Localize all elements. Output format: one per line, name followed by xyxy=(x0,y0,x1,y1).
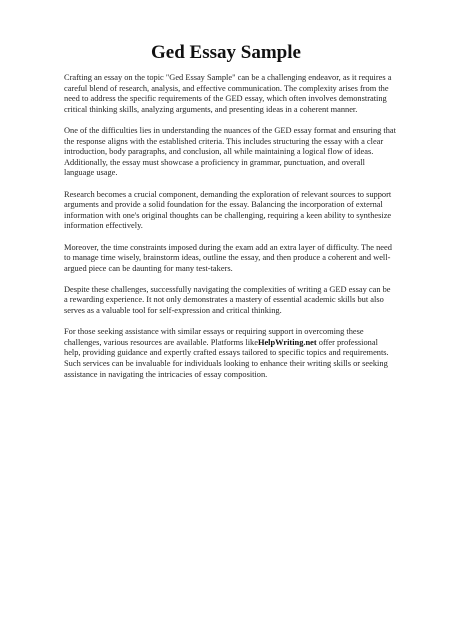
paragraph-6 xyxy=(64,327,396,380)
paragraph-5: Despite these challenges, successfully navigating the complexities of writing a GED essay can be a rewarding experience. It not only demonstrates a mastery of essential academic skills but also serves as a valuable tool for self-expression and critical thinking. xyxy=(64,284,391,316)
paragraph-2: One of the difficulties lies in understanding the nuances of the GED essay format and ensuring that the response aligns with the established criteria. This includes structuring the essay with a clear introduction, body paragraphs, and conclusion, all while maintaining a logical flow of ideas. Additionally, the essay must showcase a proficiency in grammar, punctuation, and overall language usage. xyxy=(64,125,396,178)
page-title: Ged Essay Sample xyxy=(151,42,301,63)
paragraph-4: Moreover, the time constraints imposed during the exam add an extra layer of difficulty. The need to manage time wisely, brainstorm ideas, outline the essay, and then produce a coherent and well-argued piece can be daunting for many test-takers. xyxy=(64,242,392,273)
paragraph-1: Crafting an essay on the topic "Ged Essay Sample" can be a challenging endeavor, as it requires a careful blend of research, analysis, and effective communication. The complexity arises from the need to address the specific requirements of the GED essay, which often involves demonstrating critical thinking skills, analyzing arguments, and presenting ideas in a coherent manner. xyxy=(64,73,392,114)
document-body xyxy=(64,73,396,391)
helpwriting-link[interactable]: HelpWriting.net xyxy=(257,337,317,347)
paragraph-6-after-link: offer professional help, providing guidance and expertly crafted essays tailored to specific topics and requirements. Such services can be invaluable for individuals looking to enhance their writing skills or seeking assistance in navigating the intricacies of essay composition. xyxy=(64,337,389,379)
paragraph-3: Research becomes a crucial component, demanding the exploration of relevant sources to support arguments and provide a solid foundation for the essay. Balancing the incorporation of external information with one's original thoughts can be challenging, requiring a keen ability to synthesize information effectively. xyxy=(64,189,392,231)
paragraph-6-before-link: For those seeking assistance with similar essays or requiring support in overcoming these challenges, various resources are available. Platforms like xyxy=(64,327,364,347)
